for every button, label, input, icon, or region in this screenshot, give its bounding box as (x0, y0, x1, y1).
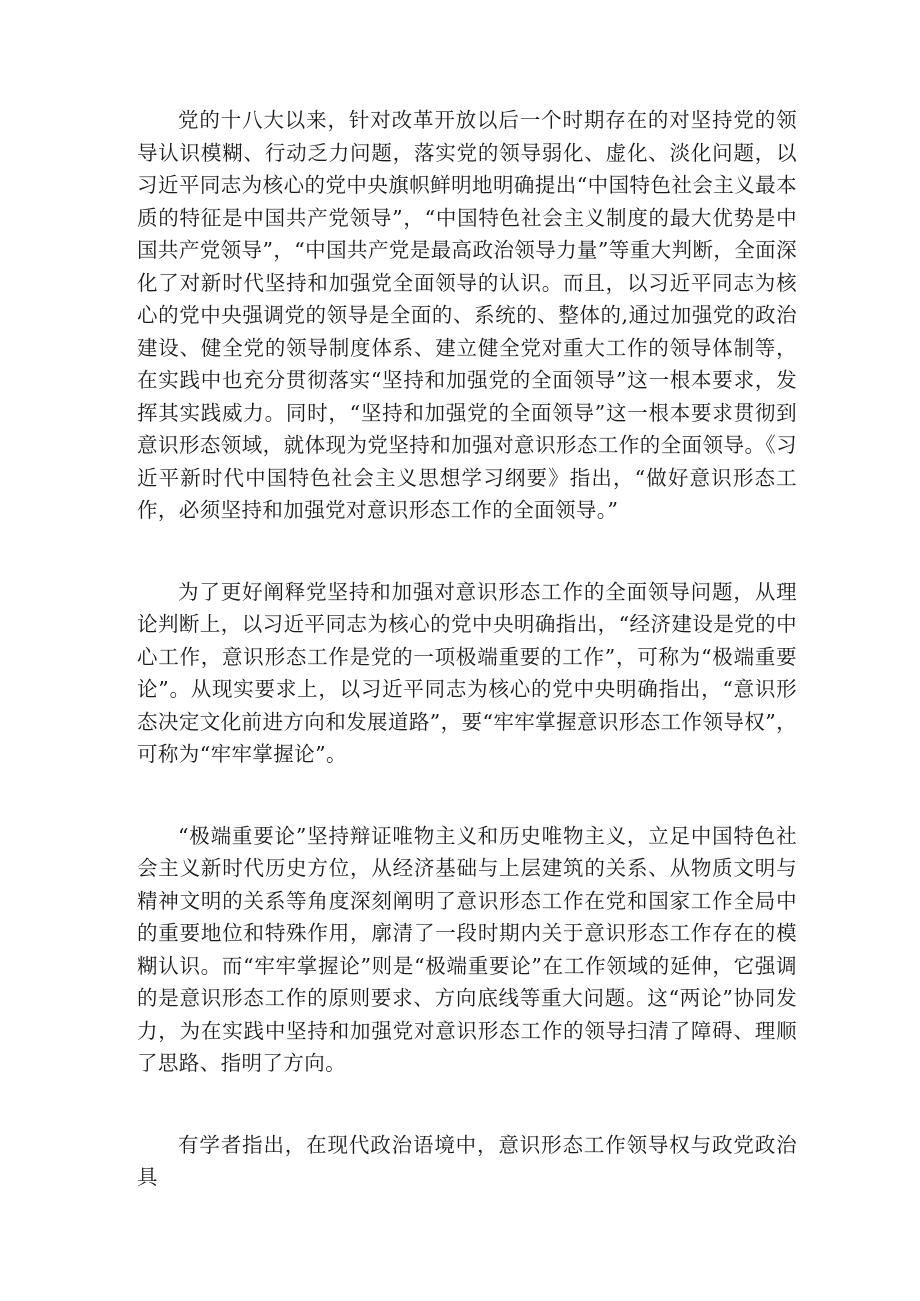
paragraph-1: 党的十八大以来，针对改革开放以后一个时期存在的对坚持党的领导认识模糊、行动乏力问题，落实党的领导弱化、虚化、淡化问题，以习近平同志为核心的党中央旗帜鲜明地明确提出“中国特色社会主义最本质的特征是中国共产党领导”，“中国特色社会主义制度的最大优势是中国共产党领导”，“中国共产党是最高政治领导力量”等重大判断，全面深化了对新时代坚持和加强党全面领导的认识。而且，以习近平同志为核心的党中央强调党的领导是全面的、系统的、整体的,通过加强党的政治建设、健全党的领导制度体系、建立健全党对重大工作的领导体制等，在实践中也充分贯彻落实“坚持和加强党的全面领导”这一根本要求，发挥其实践威力。同时，“坚持和加强党的全面领导”这一根本要求贯彻到意识形态领域，就体现为党坚持和加强对意识形态工作的全面领导。《习近平新时代中国特色社会主义思想学习纲要》指出，“做好意识形态工作，必须坚持和加强党对意识形态工作的全面领导。” (137, 108, 797, 522)
document-body (137, 104, 797, 1194)
paragraph-4: 有学者指出，在现代政治语境中，意识形态工作领导权与政党政治具 (137, 1132, 797, 1189)
paragraph-3: “极端重要论”坚持辩证唯物主义和历史唯物主义，立足中国特色社会主义新时代历史方位，从经济基础与上层建筑的关系、从物质文明与精神文明的关系等角度深刻阐明了意识形态工作在党和国家工作全局中的重要地位和特殊作用，廓清了一段时期内关于意识形态工作存在的模糊认识。而“牢牢掌握论”则是“极端重要论”在工作领域的延伸，它强调的是意识形态工作的原则要求、方向底线等重大问题。这“两论”协同发力，为在实践中坚持和加强党对意识形态工作的领导扫清了障碍、理顺了思路、指明了方向。 (137, 823, 797, 1075)
paragraph-2: 为了更好阐释党坚持和加强对意识形态工作的全面领导问题，从理论判断上，以习近平同志为核心的党中央明确指出，“经济建设是党的中心工作，意识形态工作是党的一项极端重要的工作”，可称为“极端重要论”。从现实要求上，以习近平同志为核心的党中央明确指出，“意识形态决定文化前进方向和发展道路”，要“牢牢掌握意识形态工作领导权”，可称为“牢牢掌握论”。 (137, 579, 797, 766)
